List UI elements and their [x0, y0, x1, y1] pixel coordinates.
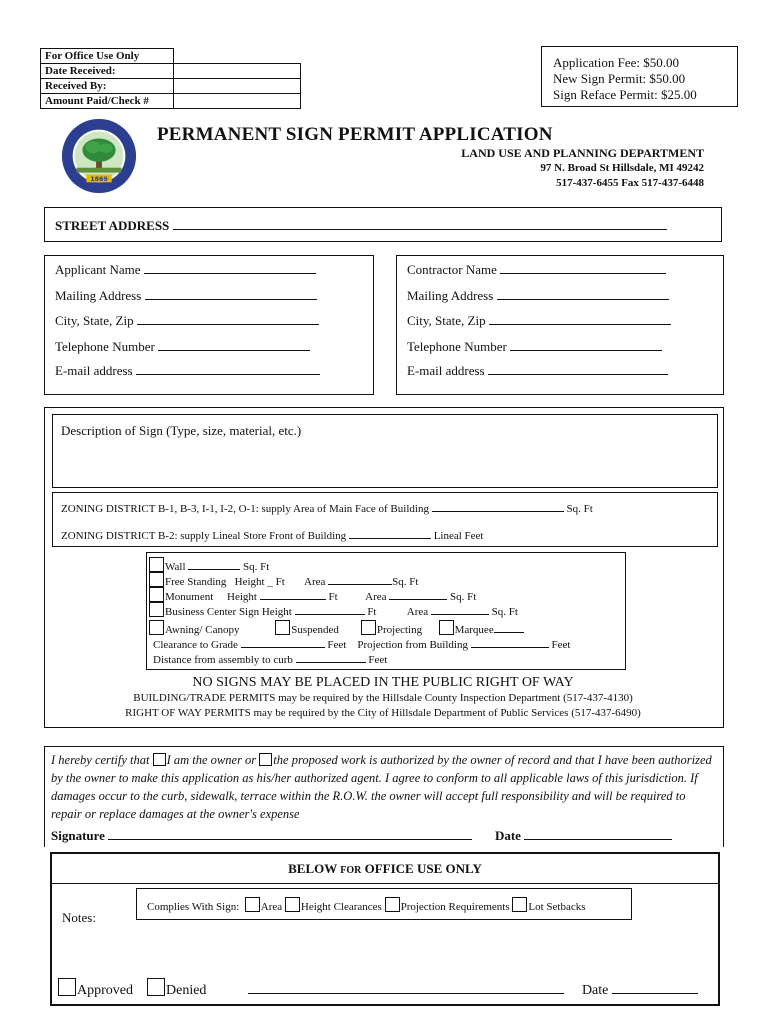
- marquee-checkbox[interactable]: [439, 620, 454, 635]
- wall-sqft-unit: Sq. Ft: [243, 561, 270, 573]
- distance-label: Distance from assembly to curb: [153, 654, 293, 666]
- height-checkbox[interactable]: [285, 897, 300, 912]
- applicant-city-label: City, State, Zip: [55, 313, 134, 328]
- applicant-city-field[interactable]: [137, 312, 319, 325]
- business-center-checkbox[interactable]: [149, 602, 164, 617]
- building-permits-notice: [44, 692, 722, 704]
- business-center-area-label: Area: [406, 606, 429, 618]
- applicant-phone-label: Telephone Number: [55, 339, 155, 354]
- new-sign-fee: New Sign Permit: $50.00: [553, 71, 686, 86]
- row-permits-rest: may be required by the City of Hillsdale Department of Public Services (517-437-6490): [250, 707, 641, 719]
- fee-box: [541, 46, 738, 107]
- wall-sqft-field[interactable]: [188, 557, 240, 570]
- area-check-label: Area: [260, 901, 283, 913]
- contractor-city-label: City, State, Zip: [407, 313, 486, 328]
- application-fee: Application Fee: $50.00: [553, 55, 680, 70]
- certify-part2: I am the owner or: [166, 753, 257, 767]
- certification-text: [51, 751, 719, 823]
- date-received-label: Date Received:: [41, 64, 174, 79]
- monument-sqft-unit: Sq. Ft: [450, 591, 477, 603]
- monument-area-label: Area: [365, 591, 387, 603]
- signature-field[interactable]: [108, 827, 472, 840]
- office-use-value: [174, 49, 301, 64]
- suspended-label: Suspended: [291, 624, 339, 636]
- row-permits-notice: [44, 707, 722, 719]
- department-name: LAND USE AND PLANNING DEPARTMENT: [461, 146, 704, 160]
- awning-checkbox[interactable]: [149, 620, 164, 635]
- sign-types-box: [146, 552, 626, 670]
- amount-paid-field[interactable]: [174, 94, 301, 109]
- signature-label: Signature: [51, 828, 105, 843]
- signature-row: [51, 827, 672, 845]
- description-label: Description of Sign (Type, size, material, etc.): [61, 423, 302, 438]
- department-phone: 517-437-6455 Fax 517-437-6448: [556, 177, 704, 189]
- zoning1-unit: Sq. Ft: [566, 503, 593, 515]
- marquee-label: Marquee: [454, 624, 494, 636]
- received-by-label: Received By:: [41, 79, 174, 94]
- contractor-email-label: E-mail address: [407, 363, 485, 378]
- projection-check-label: Projection Requirements: [400, 901, 510, 913]
- wall-label: Wall: [165, 561, 186, 573]
- contractor-phone-field[interactable]: [510, 338, 662, 351]
- certification-box: [44, 746, 724, 847]
- office-heading-c: OFFICE USE ONLY: [361, 861, 482, 876]
- monument-label: Monument: [165, 591, 214, 603]
- approval-date-label: Date: [581, 983, 609, 998]
- free-standing-checkbox[interactable]: [149, 572, 164, 587]
- office-heading-a: BELOW: [288, 861, 341, 876]
- description-box[interactable]: [52, 414, 718, 488]
- applicant-mailing-field[interactable]: [145, 287, 317, 300]
- free-standing-label: Free Standing: [165, 576, 227, 588]
- monument-area-field[interactable]: [389, 587, 447, 600]
- signature-date-label: Date: [494, 828, 521, 843]
- office-use-section: [50, 852, 720, 1006]
- clearance-unit: Feet: [327, 639, 347, 651]
- office-use-table: [40, 48, 301, 109]
- projection-checkbox[interactable]: [385, 897, 400, 912]
- department-info: [461, 146, 704, 191]
- office-heading-b: FOR: [340, 865, 362, 876]
- free-standing-sqft-unit: Sq. Ft: [392, 576, 419, 588]
- monument-height-field[interactable]: [260, 587, 326, 600]
- office-use-heading: [52, 854, 718, 884]
- authorized-checkbox[interactable]: [259, 753, 272, 766]
- applicant-mailing-label: Mailing Address: [55, 288, 142, 303]
- denied-label: Denied: [166, 983, 207, 998]
- certify-part3: the proposed work is authorized by the owner of record and that I have been authorized by the owner to make this application as his/her authorized agent. I agree to conform to all applicable laws of this jurisdiction. If damages occur to the curb, sidewalk, terrace within the R.O.W. the owner will accept full responsibility and will be required to repair or replace damages at the owner's expense: [51, 753, 712, 821]
- projection-field[interactable]: [471, 635, 549, 648]
- projection-unit: Feet: [551, 639, 571, 651]
- zoning2-field[interactable]: [349, 526, 431, 539]
- business-center-sqft-unit: Sq. Ft: [491, 606, 518, 618]
- building-permits-rest: may be required by the Hillsdale County Inspection Department (517-437-4130): [275, 692, 633, 704]
- no-signs-notice: NO SIGNS MAY BE PLACED IN THE PUBLIC RIGHT OF WAY: [192, 675, 574, 690]
- setbacks-check-label: Lot Setbacks: [528, 901, 586, 913]
- contractor-mailing-field[interactable]: [497, 287, 669, 300]
- awning-label: Awning/ Canopy: [165, 624, 240, 636]
- building-permits-bold: BUILDING/TRADE PERMITS: [133, 692, 276, 704]
- approval-date-field[interactable]: [612, 981, 698, 994]
- contractor-city-field[interactable]: [489, 312, 671, 325]
- office-use-label: For Office Use Only: [41, 49, 174, 64]
- wall-checkbox[interactable]: [149, 557, 164, 572]
- contractor-phone-label: Telephone Number: [407, 339, 507, 354]
- street-address-box: [44, 207, 722, 242]
- amount-paid-label: Amount Paid/Check #: [41, 94, 174, 109]
- business-center-height-field[interactable]: [295, 602, 365, 615]
- clearance-label: Clearance to Grade: [153, 639, 238, 651]
- free-standing-height-label: Height _ Ft: [234, 576, 285, 588]
- projecting-label: Projecting: [376, 624, 423, 636]
- area-checkbox[interactable]: [245, 897, 260, 912]
- applicant-phone-field[interactable]: [158, 338, 310, 351]
- business-center-area-field[interactable]: [431, 602, 489, 615]
- contractor-mailing-label: Mailing Address: [407, 288, 494, 303]
- date-received-field[interactable]: [174, 64, 301, 79]
- complies-label: Complies With Sign:: [147, 901, 240, 913]
- approval-row: [58, 978, 698, 999]
- free-standing-area-field[interactable]: [328, 572, 392, 585]
- row-permits-bold: RIGHT OF WAY PERMITS: [125, 707, 251, 719]
- marquee-field[interactable]: [494, 620, 524, 633]
- clearance-field[interactable]: [241, 635, 325, 648]
- applicant-email-label: E-mail address: [55, 363, 133, 378]
- height-check-label: Height Clearances: [300, 901, 382, 913]
- reface-fee: Sign Reface Permit: $25.00: [553, 87, 697, 102]
- applicant-email-field[interactable]: [136, 362, 320, 375]
- projection-label: Projection from Building: [357, 639, 468, 651]
- received-by-field[interactable]: [174, 79, 301, 94]
- zoning1-field[interactable]: [432, 499, 564, 512]
- certify-part1: I hereby certify that: [51, 753, 150, 767]
- contractor-name-field[interactable]: [500, 261, 666, 274]
- signature-date-field[interactable]: [524, 827, 672, 840]
- projecting-checkbox[interactable]: [361, 620, 376, 635]
- free-standing-area-label: Area: [304, 576, 326, 588]
- city-seal-icon: [60, 117, 138, 195]
- business-center-ft-unit: Ft: [367, 606, 377, 618]
- distance-unit: Feet: [368, 654, 388, 666]
- zoning-box: [52, 492, 718, 547]
- contractor-name-label: Contractor Name: [407, 262, 497, 277]
- contractor-box: [396, 255, 724, 395]
- zoning2-label: ZONING DISTRICT B-2: supply Lineal Store Front of Building: [61, 530, 347, 542]
- business-center-label: Business Center Sign Height: [165, 606, 292, 618]
- page-title: PERMANENT SIGN PERMIT APPLICATION: [157, 124, 553, 145]
- complies-box: [136, 888, 632, 920]
- monument-height-label: Height: [227, 591, 257, 603]
- monument-checkbox[interactable]: [149, 587, 164, 602]
- denied-checkbox[interactable]: [147, 978, 165, 996]
- street-address-label: STREET ADDRESS: [55, 218, 170, 233]
- approved-label: Approved: [77, 983, 133, 998]
- applicant-name-field[interactable]: [144, 261, 316, 274]
- suspended-checkbox[interactable]: [275, 620, 290, 635]
- contractor-email-field[interactable]: [488, 362, 668, 375]
- applicant-box: [44, 255, 374, 395]
- zoning2-unit: Lineal Feet: [433, 530, 484, 542]
- svg-text:1869: 1869: [90, 175, 108, 183]
- setbacks-checkbox[interactable]: [512, 897, 527, 912]
- department-address: 97 N. Broad St Hillsdale, MI 49242: [540, 162, 704, 174]
- notes-label: Notes:: [62, 910, 96, 925]
- applicant-name-label: Applicant Name: [55, 262, 141, 277]
- approval-notes-field[interactable]: [248, 981, 564, 994]
- distance-field[interactable]: [296, 650, 366, 663]
- owner-checkbox[interactable]: [153, 753, 166, 766]
- monument-ft-unit: Ft: [328, 591, 338, 603]
- approved-checkbox[interactable]: [58, 978, 76, 996]
- street-address-field[interactable]: [173, 217, 667, 230]
- zoning1-label: ZONING DISTRICT B-1, B-3, I-1, I-2, O-1: supply Area of Main Face of Building: [61, 503, 429, 515]
- street-address-row: [55, 217, 667, 234]
